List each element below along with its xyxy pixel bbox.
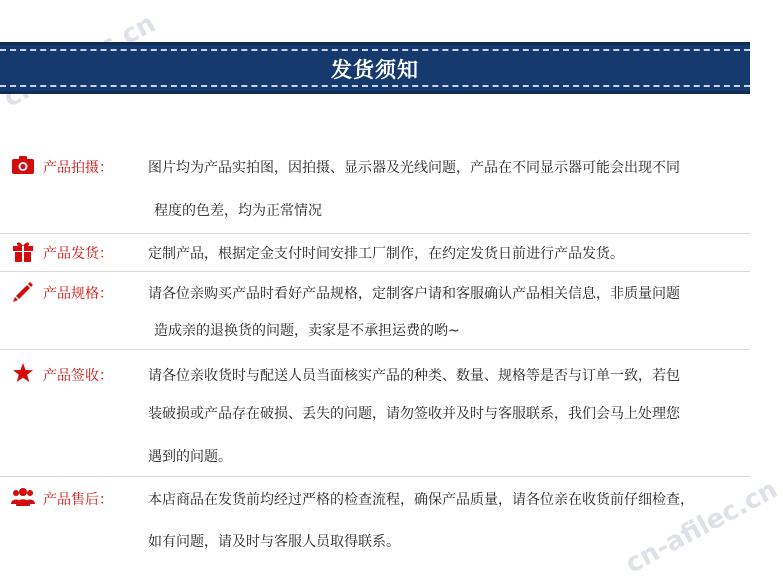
section-label: 产品签收： (43, 368, 113, 384)
section-receipt (0, 350, 750, 477)
section-label: 产品规格： (43, 286, 113, 302)
banner-stitch-bottom (0, 85, 750, 87)
section-label: 产品拍摄： (43, 160, 113, 176)
section-text-line: 请各位亲购买产品时看好产品规格，定制客户请和客服确认产品相关信息，非质量问题 (148, 286, 680, 302)
banner-title: 发货须知 (331, 58, 419, 82)
section-label: 产品售后： (43, 492, 113, 508)
section-text-line: 遇到的问题。 (148, 449, 232, 465)
section-text-line: 如有问题，请及时与客服人员取得联系。 (148, 534, 400, 550)
section-text-line: 定制产品，根据定金支付时间安排工厂制作，在约定发货日前进行产品发货。 (148, 246, 624, 262)
section-text-line: 程度的色差，均为正常情况 (154, 203, 322, 219)
star-icon (12, 362, 34, 384)
section-text-line: 装破损或产品存在破损、丢失的问题，请勿签收并及时与客服联系，我们会马上处理您 (148, 406, 680, 422)
section-text-line: 本店商品在发货前均经过严格的检查流程，确保产品质量，请各位亲在收货前仔细检查， (148, 492, 694, 508)
banner-stitch-top (0, 49, 750, 51)
gift-icon (12, 240, 34, 262)
watermark: cn-afilec.cn (620, 474, 783, 580)
section-text-line: 图片均为产品实拍图，因拍摄、显示器及光线问题，产品在不同显示器可能会出现不同 (148, 160, 680, 176)
section-text-line: 造成亲的退换货的问题，卖家是不承担运费的哟~ (154, 323, 460, 339)
pencil-icon (12, 281, 34, 303)
section-shipping (0, 234, 750, 272)
section-text-line: 请各位亲收货时与配送人员当面核实产品的种类、数量、规格等是否与订单一致，若包 (148, 368, 680, 384)
section-label: 产品发货： (43, 246, 113, 262)
users-icon (12, 486, 34, 508)
title-banner (0, 42, 750, 94)
section-photo (0, 140, 750, 234)
camera-icon (12, 154, 34, 176)
section-specs (0, 272, 750, 350)
